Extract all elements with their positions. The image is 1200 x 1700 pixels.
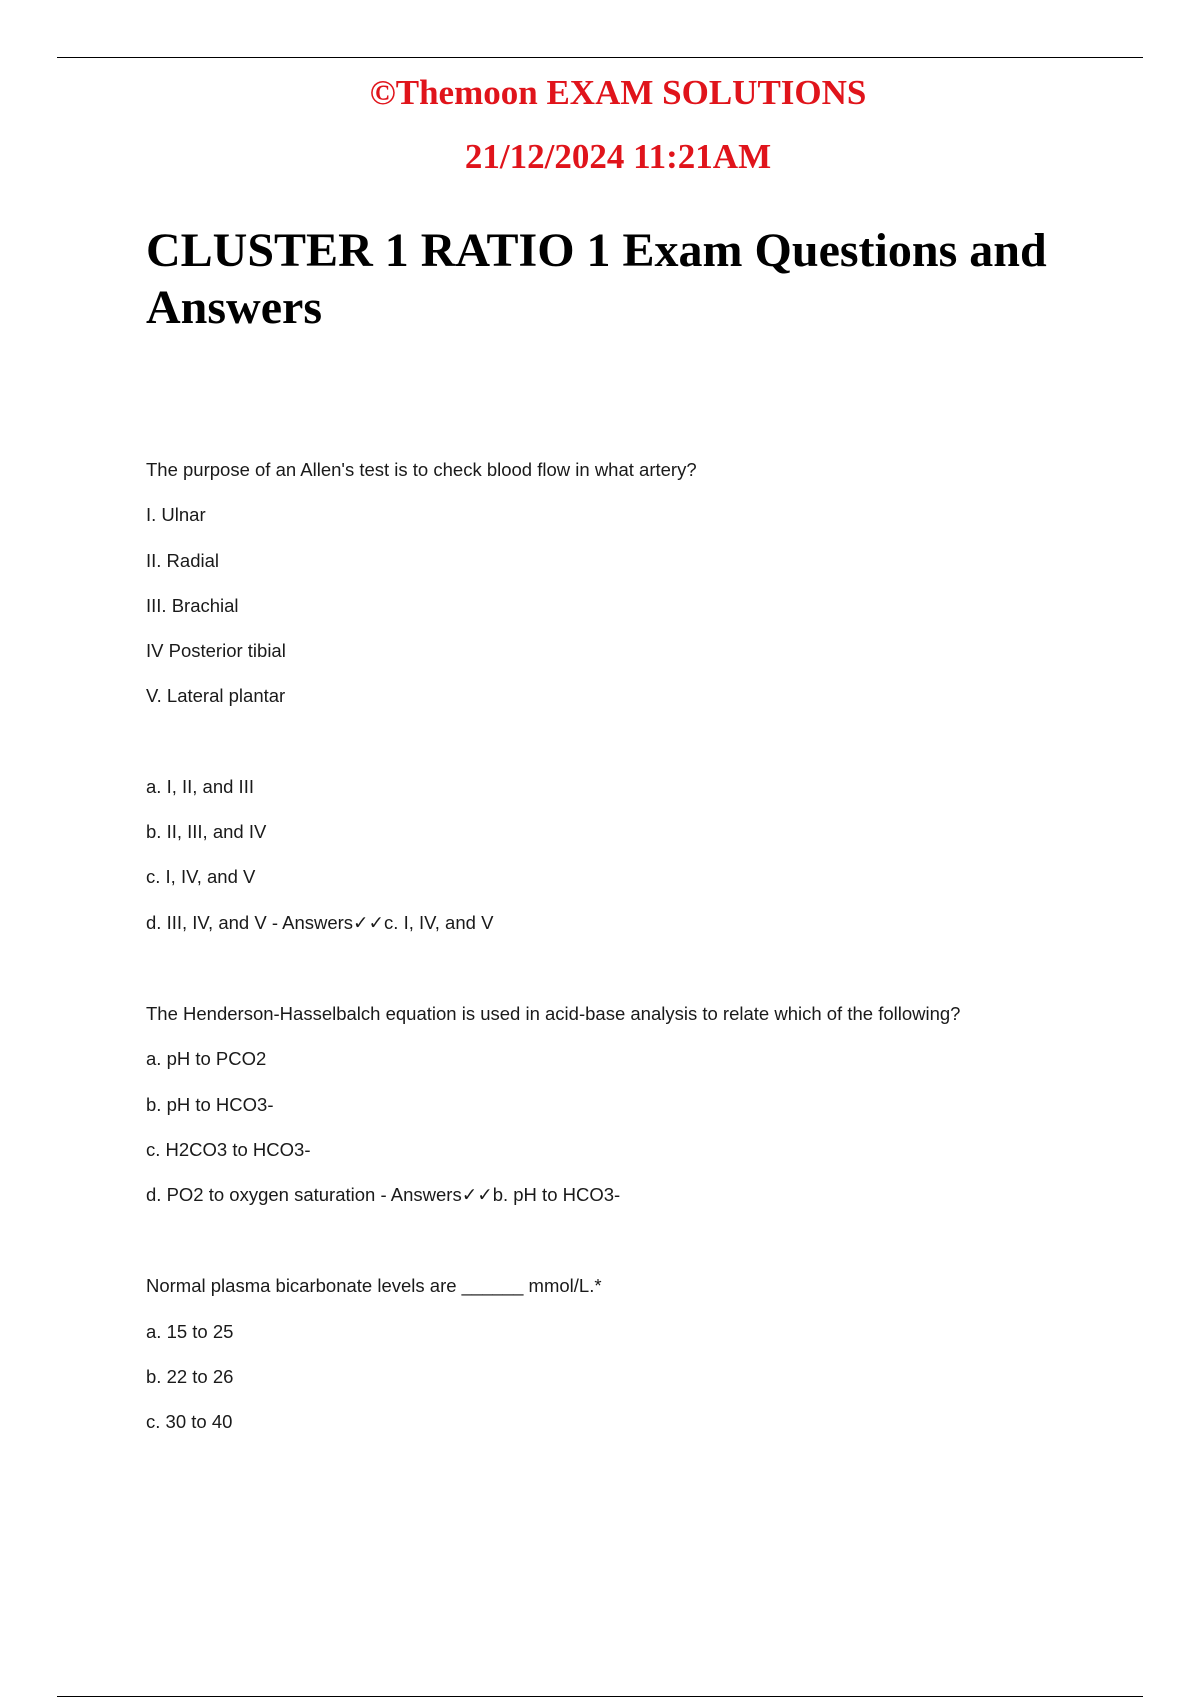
bottom-rule bbox=[57, 1696, 1143, 1697]
roman-item: IV Posterior tibial bbox=[146, 640, 286, 662]
option-item: b. pH to HCO3- bbox=[146, 1093, 274, 1115]
option-item: a. pH to PCO2 bbox=[146, 1048, 267, 1070]
question-1 bbox=[146, 455, 1126, 953]
answer-key: - Answers✓✓b. pH to HCO3- bbox=[375, 1184, 621, 1206]
question-1-roman-list bbox=[146, 500, 1126, 726]
option-item-with-answer bbox=[146, 908, 1126, 953]
option-item: b. 22 to 26 bbox=[146, 1366, 234, 1388]
question-list bbox=[146, 455, 1126, 1499]
option-item-with-answer bbox=[146, 1180, 1126, 1225]
question-1-text: The purpose of an Allen's test is to check blood flow in what artery? bbox=[146, 459, 697, 480]
question-2-text: The Henderson-Hasselbalch equation is used in acid-base analysis to relate which of the following? bbox=[146, 1002, 961, 1024]
option-item: d. III, IV, and V bbox=[146, 911, 267, 933]
option-item: c. I, IV, and V bbox=[146, 866, 256, 888]
option-item: c. 30 to 40 bbox=[146, 1411, 233, 1433]
roman-item: I. Ulnar bbox=[146, 504, 206, 526]
roman-item: II. Radial bbox=[146, 549, 220, 571]
option-item: a. 15 to 25 bbox=[146, 1320, 234, 1342]
roman-item: III. Brachial bbox=[146, 594, 239, 616]
option-item: b. II, III, and IV bbox=[146, 821, 267, 843]
option-item: d. PO2 to oxygen saturation bbox=[146, 1184, 376, 1206]
answer-key: - Answers✓✓c. I, IV, and V bbox=[266, 911, 494, 933]
document-title: CLUSTER 1 RATIO 1 Exam Questions and Answers bbox=[146, 224, 1047, 334]
top-rule bbox=[57, 57, 1143, 58]
roman-item: V. Lateral plantar bbox=[146, 685, 286, 707]
question-3-text: Normal plasma bicarbonate levels are ______ mmol/L.* bbox=[146, 1275, 602, 1297]
brand-heading: ©Themoon EXAM SOLUTIONS bbox=[369, 73, 867, 112]
option-item: a. I, II, and III bbox=[146, 775, 254, 797]
option-item: c. H2CO3 to HCO3- bbox=[146, 1138, 311, 1160]
question-2 bbox=[146, 999, 1126, 1225]
question-3 bbox=[146, 1271, 1126, 1452]
date-time-stamp: 21/12/2024 11:21AM bbox=[464, 137, 772, 176]
